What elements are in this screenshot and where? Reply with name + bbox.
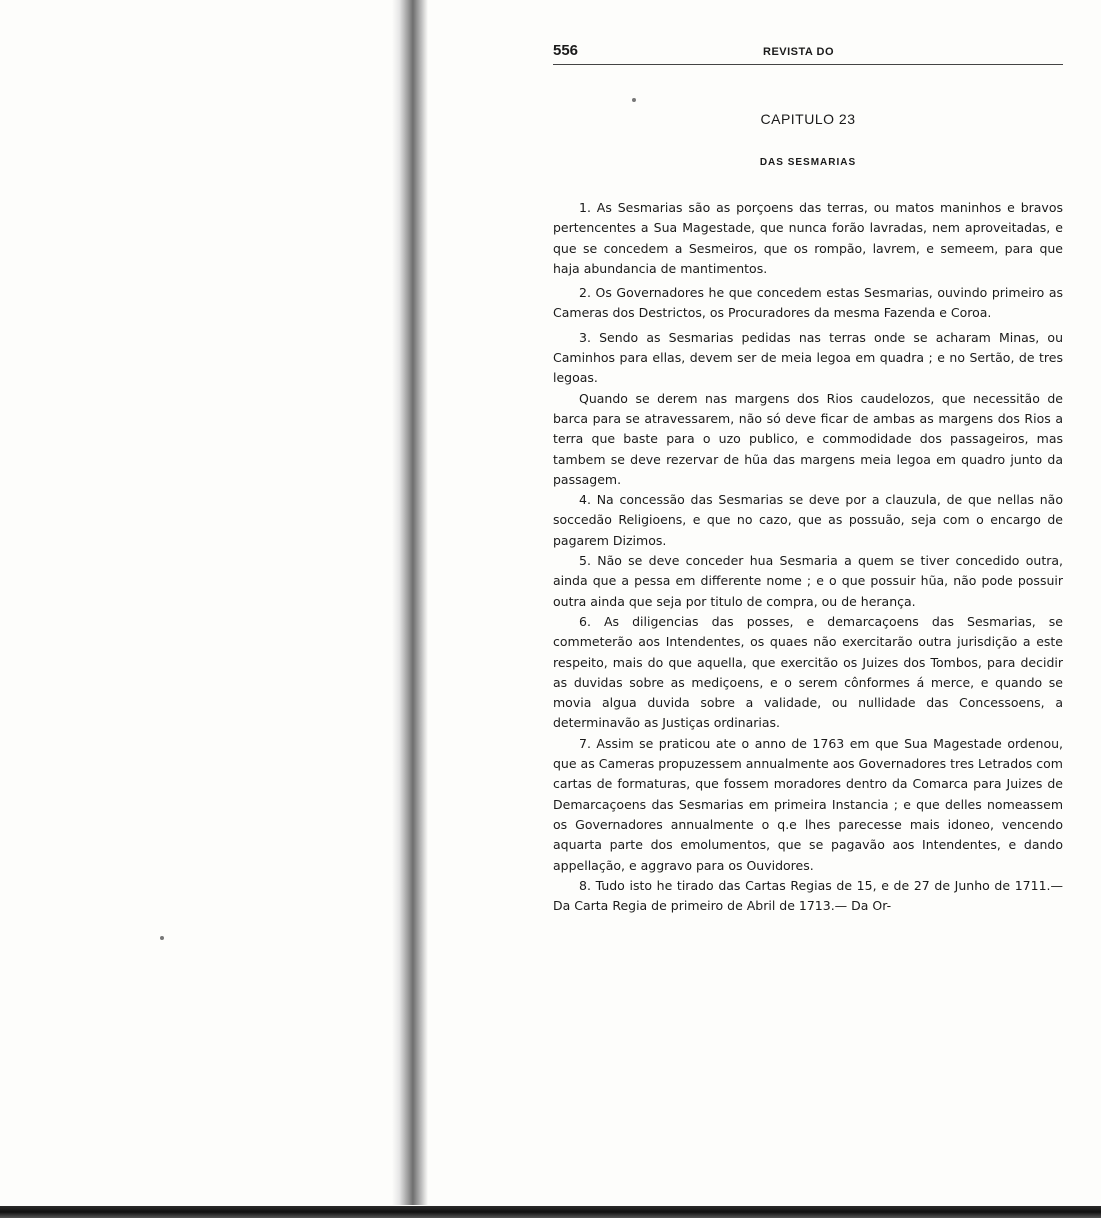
book-page: [553, 38, 1063, 916]
scan-bottom-edge: [0, 1206, 1101, 1218]
paragraph-1: 1. As Sesmarias são as porçoens das terras, ou matos maninhos e bravos pertencentes a Sua Magestade, que nunca forão lavradas, nem aproveitadas, e que se concedem a Sesmeiros, que os rompão, lavrem, e semeem, para que haja abundancia de mantimentos.: [553, 200, 1063, 276]
paragraph-3: 3. Sendo as Sesmarias pedidas nas terras onde se acharam Minas, ou Caminhos para ellas, devem ser de meia legoa em quadra ; e no Sertão, de tres legoas.: [553, 329, 1063, 386]
paragraph-5: 5. Não se deve conceder hua Sesmaria a quem se tiver concedido outra, ainda que a pessa em differente nome ; e o que possuir hũa, não pode possuir outra ainda que seja por titulo de compra, ou de herança.: [553, 553, 1063, 609]
book-gutter-shadow: [392, 0, 428, 1205]
paragraph-4: 4. Na concessão das Sesmarias se deve por a clauzula, de que nellas não soccedão Religioens, e que no cazo, que as possuão, seja com o encargo de pagarem Dizimos.: [553, 492, 1063, 548]
paragraph-6: 6. As diligencias das posses, e demarcaçoens das Sesmarias, se commeterão aos Intendentes, os quaes não exercitarão outra jurisdição a este respeito, mais do que aquella, que exercitão os Juizes dos Tombos, para decidir as duvidas sobre as mediçoens, e o serem cônformes á merce, e quando se movia algua duvida sobre a validade, ou nullidade das Concessoens, a determinavão as Justiças ordinarias.: [553, 613, 1063, 731]
section-title: DAS SESMARIAS: [759, 157, 857, 168]
paragraph-8: 8. Tudo isto he tirado das Cartas Regias de 15, e de 27 de Junho de 1711.— Da Carta Regia de primeiro de Abril de 1713.— Da Or-: [553, 877, 1063, 914]
body-text: [553, 198, 1063, 916]
chapter-title: CAPITULO 23: [760, 111, 856, 127]
speck: [160, 936, 164, 940]
page-number: 556: [553, 42, 579, 59]
running-title: REVISTA DO: [763, 46, 835, 58]
paragraph-7: 7. Assim se praticou ate o anno de 1763 em que Sua Magestade ordenou, que as Cameras propuzessem annualmente aos Governadores tres Letrados com cartas de formaturas, que fossem moradores dentro da Comarca para Juizes de Demarcaçoens das Sesmarias em primeira Instancia ; e que delles nomeassem os Governadores annualmente o q.e lhes parecesse mais idoneo, vencendo aquarta parte dos emolumentos, que se pagavão aos Intendentes, e dando appellação, e aggravo para os Ouvidores.: [553, 735, 1063, 873]
paragraph-3-continued: Quando se derem nas margens dos Rios caudelozos, que necessitão de barca para se atravessarem, não só deve ficar de ambas as margens dos Rios a terra que baste para o uzo publico, e commodidade dos passageiros, mas tambem se deve rezervar de hũa das margens meia legoa em quadro junto da passagem.: [553, 390, 1063, 487]
paragraph-2: 2. Os Governadores he que concedem estas Sesmarias, ouvindo primeiro as Cameras dos Destrictos, os Procuradores da mesma Fazenda e Coroa.: [553, 285, 1063, 321]
running-head: [553, 38, 1063, 65]
